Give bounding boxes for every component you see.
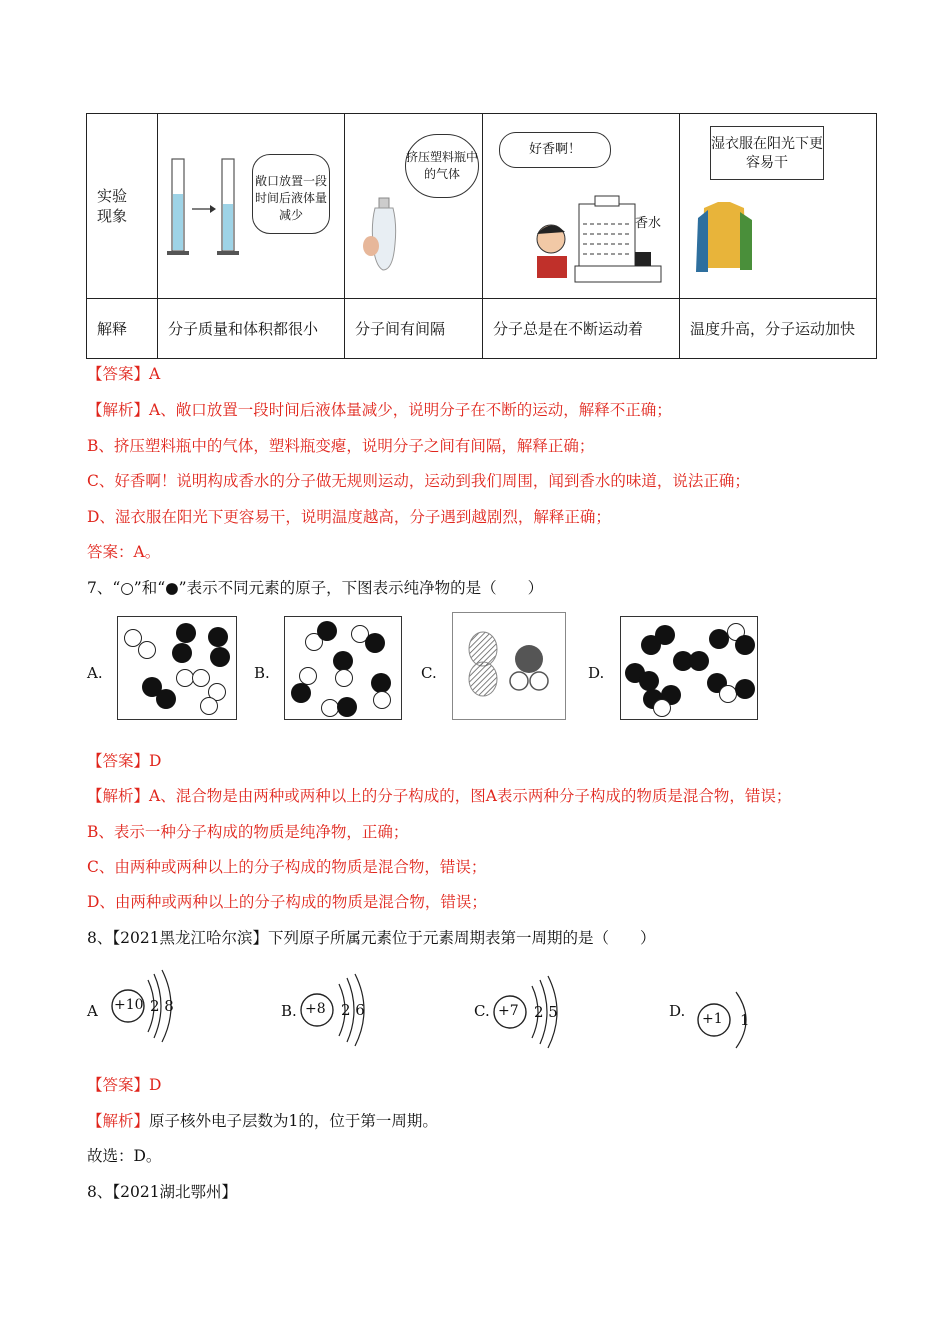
molecule-models-icon xyxy=(453,613,565,719)
row-label-explain: 解释 xyxy=(87,299,158,359)
q8-option-a-label: A xyxy=(87,1002,98,1020)
q8-option-d-label: D. xyxy=(669,1002,686,1020)
electron-shells: 1 xyxy=(740,1011,750,1029)
q7-option-a-label: A. xyxy=(87,664,103,682)
graduated-cylinder-icon xyxy=(166,154,246,264)
nucleus-charge: +7 xyxy=(498,1003,519,1019)
q8-answer: 【答案】D xyxy=(87,1076,162,1094)
nucleus-charge: +8 xyxy=(305,1001,326,1017)
cell-clothes xyxy=(680,114,877,299)
explain-cell: 分子总是在不断运动着 xyxy=(483,299,680,359)
thought-bubble: 好香啊！ xyxy=(499,132,611,168)
q7-option-a-diagram xyxy=(117,616,237,720)
q7-option-d-label: D. xyxy=(588,664,605,682)
q7-analysis-line: B、表示一种分子构成的物质是纯净物，正确； xyxy=(87,823,409,841)
q7-option-d-diagram xyxy=(620,616,758,720)
electron-shells: 2 5 xyxy=(534,1003,558,1021)
q7-option-b-diagram xyxy=(284,616,402,720)
row-label-phenomenon: 实验 现象 xyxy=(87,114,158,299)
q7-analysis-line: 【解析】A、混合物是由两种或两种以上的分子构成的，图A表示两种分子构成的物质是混合物，错误； xyxy=(87,787,792,805)
q6-conclusion: 答案：A。 xyxy=(87,543,161,561)
q7-option-b-label: B. xyxy=(254,664,270,682)
electron-shells: 2 8 xyxy=(150,997,174,1015)
q7-analysis-line: D、由两种或两种以上的分子构成的物质是混合物，错误； xyxy=(87,893,487,911)
caption-box: 湿衣服在阳光下更容易干 xyxy=(710,126,824,180)
q7-answer: 【答案】D xyxy=(87,752,162,770)
q8-option-b-label: B. xyxy=(281,1002,297,1020)
thought-bubble: 挤压塑料瓶中的气体 xyxy=(405,134,479,198)
q8-option-b-atom xyxy=(299,970,379,1050)
q7-stem: 7、“○”和“●”表示不同元素的原子，下图表示纯净物的是（ ） xyxy=(87,579,544,597)
perfume-label: 香水 xyxy=(635,216,662,231)
q8-analysis: 【解析】原子核外电子层数为1的，位于第一周期。 xyxy=(87,1112,438,1130)
q7-analysis-line: C、由两种或两种以上的分子构成的物质是混合物，错误； xyxy=(87,858,487,876)
q8-option-c-label: C. xyxy=(474,1002,490,1020)
q8-stem: 8、【2021黑龙江哈尔滨】下列原子所属元素位于元素周期表第一周期的是（ ） xyxy=(87,929,656,947)
q6-analysis-line: 【解析】A、敞口放置一段时间后液体量减少，说明分子在不断的运动，解释不正确； xyxy=(87,401,672,419)
nucleus-charge: +1 xyxy=(702,1011,723,1027)
q8b-stem: 8、【2021湖北鄂州】 xyxy=(87,1183,238,1201)
q6-analysis-line: D、湿衣服在阳光下更容易干，说明温度越高，分子遇到越剧烈，解释正确； xyxy=(87,508,611,526)
q6-analysis-line: C、好香啊！说明构成香水的分子做无规则运动，运动到我们周围，闻到香水的味道，说法正确； xyxy=(87,472,750,490)
cell-bottle xyxy=(345,114,483,299)
q8-option-d-atom xyxy=(696,984,756,1054)
q8-option-a-atom xyxy=(108,966,188,1046)
explain-cell: 分子间有间隔 xyxy=(345,299,483,359)
explain-cell: 分子质量和体积都很小 xyxy=(158,299,345,359)
q6-answer: 【答案】A xyxy=(87,365,161,383)
plastic-bottle-icon xyxy=(361,194,411,274)
q8-option-c-atom xyxy=(492,972,572,1052)
electron-shells: 2 6 xyxy=(341,1001,365,1019)
experiment-table xyxy=(86,113,877,359)
wet-clothes-icon xyxy=(694,198,754,278)
cell-perfume xyxy=(483,114,680,299)
q7-option-c-diagram xyxy=(452,612,566,720)
explain-cell: 温度升高，分子运动加快 xyxy=(680,299,877,359)
q6-analysis-line: B、挤压塑料瓶中的气体，塑料瓶变瘪，说明分子之间有间隔，解释正确； xyxy=(87,437,595,455)
cell-cylinder xyxy=(158,114,345,299)
q8-conclusion: 故选：D。 xyxy=(87,1147,162,1165)
speech-bubble: 敞口放置一段时间后液体量减少 xyxy=(252,154,330,234)
q7-option-c-label: C. xyxy=(421,664,437,682)
nucleus-charge: +10 xyxy=(114,997,144,1013)
